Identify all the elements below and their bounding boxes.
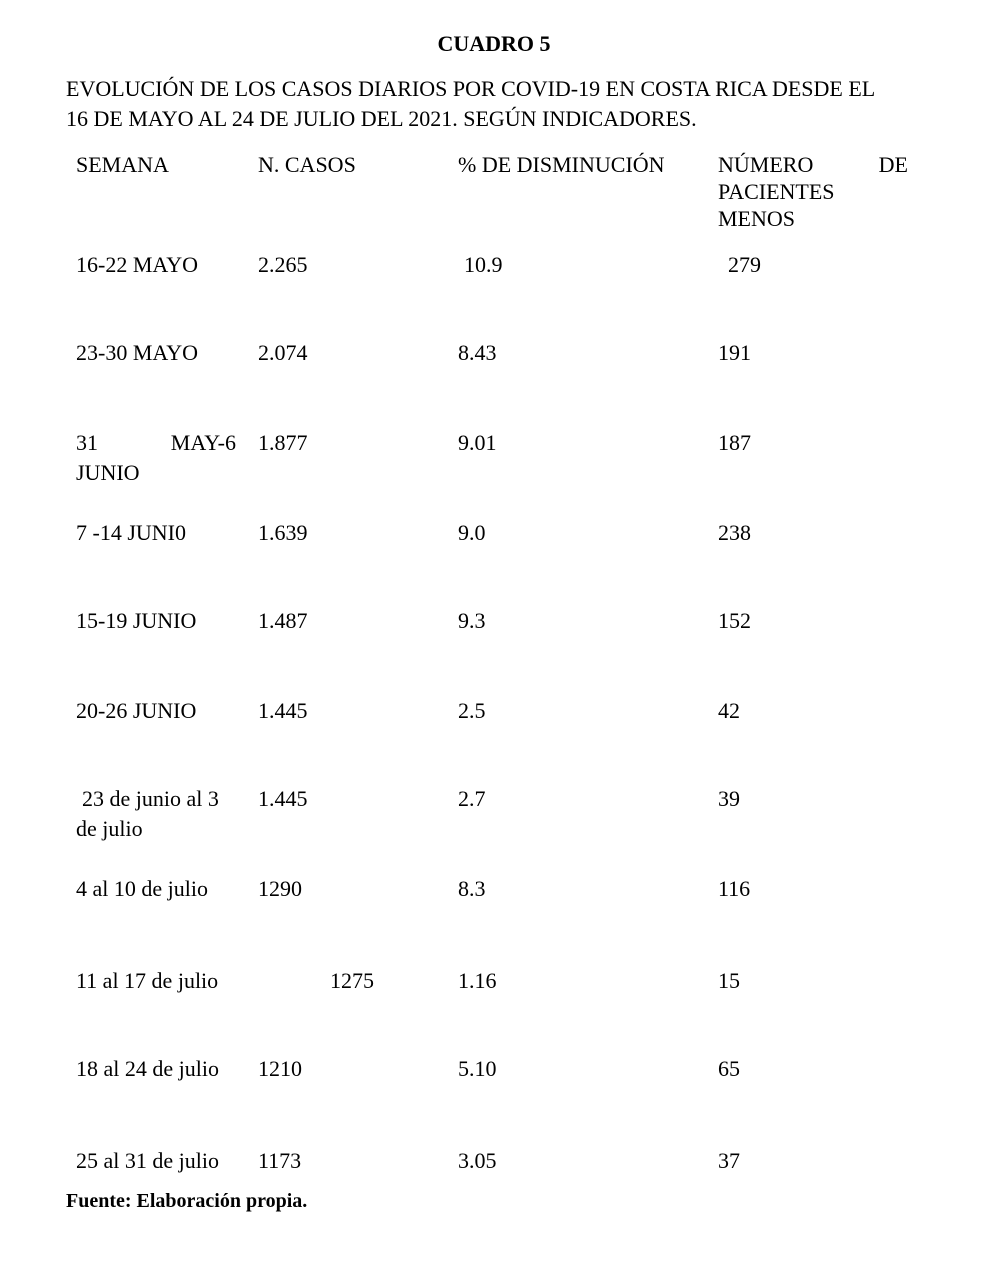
cell-casos: 1275: [330, 968, 374, 993]
cell-semana: 16-22 MAYO: [76, 252, 199, 277]
cell-pacientes: 39: [718, 786, 740, 811]
cell-casos: 1.445: [258, 786, 308, 811]
cell-semana: 23-30 MAYO: [76, 340, 199, 365]
cell-casos: 1.639: [258, 520, 308, 545]
cell-casos: 1210: [258, 1056, 302, 1081]
cell-pacientes: 187: [718, 430, 751, 455]
cell-pacientes: 37: [718, 1148, 740, 1173]
header-semana: SEMANA: [76, 152, 169, 177]
subtitle-line-2: 16 DE MAYO AL 24 DE JULIO DEL 2021. SEGÚN INDICADORES.: [66, 106, 697, 131]
cell-pacientes: 152: [718, 608, 751, 633]
cell-pacientes: 15: [718, 968, 740, 993]
cell-pacientes: 238: [718, 520, 751, 545]
cell-disminucion: 9.0: [458, 520, 486, 545]
cell-semana: 31 MAY-6 JUNIO: [76, 430, 236, 485]
header-pacientes: [718, 151, 908, 232]
cell-disminucion: 5.10: [458, 1056, 497, 1081]
cell-casos: 1173: [258, 1148, 302, 1173]
cell-disminucion: 1.16: [458, 968, 497, 993]
cell-pacientes: 191: [718, 340, 751, 365]
cell-casos: 1.877: [258, 430, 308, 455]
header-pacientes-line-1: NÚMERO: [718, 152, 814, 177]
cell-semana: 20-26 JUNIO: [76, 698, 197, 723]
cell-disminucion: 9.3: [458, 608, 486, 633]
cell-pacientes: 116: [718, 876, 751, 901]
cell-disminucion: 3.05: [458, 1148, 497, 1173]
cell-pacientes: 279: [728, 252, 761, 277]
cell-casos: 1.445: [258, 698, 308, 723]
cell-semana: 25 al 31 de julio: [76, 1148, 219, 1173]
cell-disminucion: 10.9: [464, 252, 503, 277]
cell-casos: 2.074: [258, 340, 308, 365]
cell-casos: 1.487: [258, 608, 308, 633]
cell-casos: 1290: [258, 876, 302, 901]
cell-pacientes: 65: [718, 1056, 740, 1081]
table-subtitle: [66, 74, 966, 134]
cell-semana: 18 al 24 de julio: [76, 1056, 219, 1081]
cell-semana: 7 -14 JUNI0: [76, 520, 186, 545]
header-disminucion: % DE DISMINUCIÓN: [458, 152, 665, 177]
header-casos: N. CASOS: [258, 152, 356, 177]
header-pacientes-line-1b: DE: [878, 152, 908, 177]
cell-semana: 23 de junio al 3 de julio: [76, 786, 219, 841]
cell-semana: 11 al 17 de julio: [76, 968, 219, 993]
cell-disminucion: 8.3: [458, 876, 486, 901]
cell-semana: 15-19 JUNIO: [76, 608, 197, 633]
cell-casos: 2.265: [258, 252, 308, 277]
cell-disminucion: 2.7: [458, 786, 486, 811]
header-pacientes-line-3: MENOS: [718, 206, 796, 231]
subtitle-line-1: EVOLUCIÓN DE LOS CASOS DIARIOS POR COVID-19 EN COSTA RICA DESDE EL: [66, 76, 876, 101]
table-title: CUADRO 5: [437, 31, 551, 56]
cell-disminucion: 8.43: [458, 340, 497, 365]
source-note: Fuente: Elaboración propia.: [66, 1190, 308, 1212]
header-pacientes-line-2: PACIENTES: [718, 179, 835, 204]
cell-disminucion: 2.5: [458, 698, 486, 723]
cell-semana: 4 al 10 de julio: [76, 876, 208, 901]
cell-disminucion: 9.01: [458, 430, 497, 455]
cell-pacientes: 42: [718, 698, 740, 723]
